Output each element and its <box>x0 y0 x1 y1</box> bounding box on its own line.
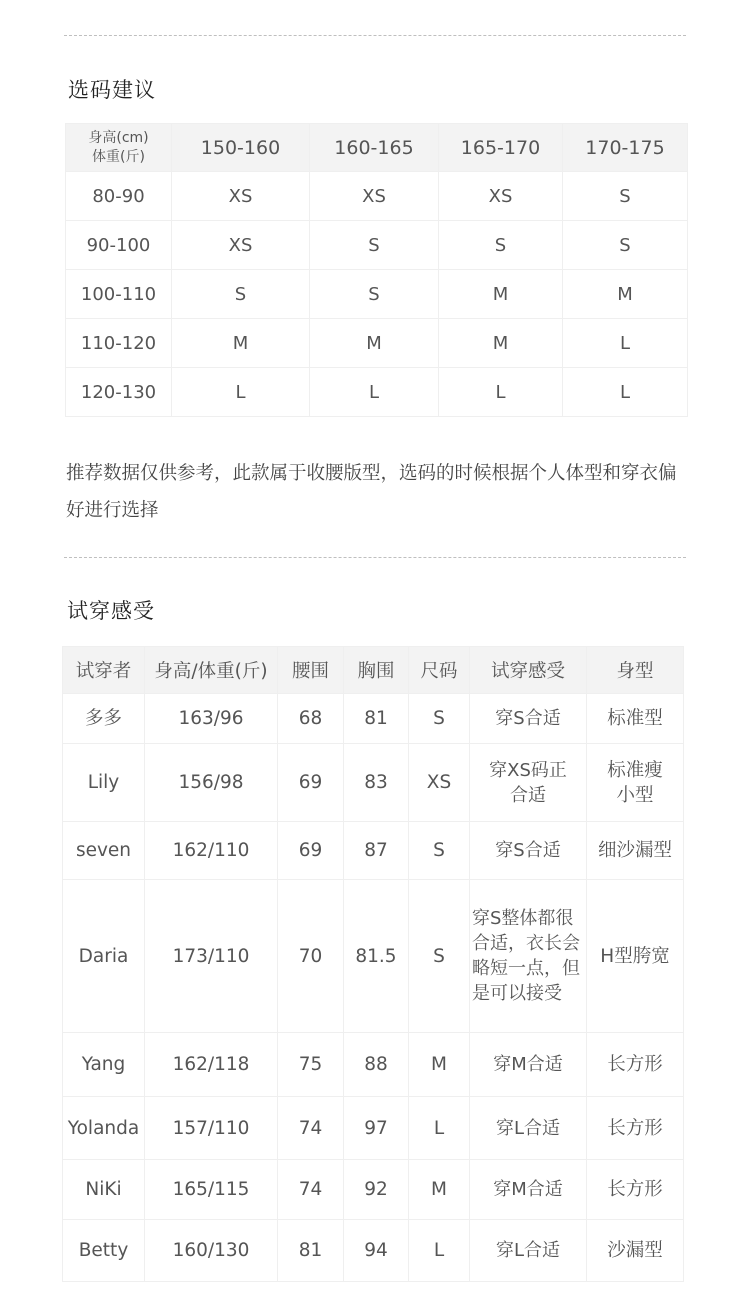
column-header: 试穿者 <box>63 647 145 694</box>
table-row <box>63 744 684 822</box>
body-shape: 标准型 <box>587 694 684 744</box>
table-row <box>66 319 688 368</box>
column-header: 尺码 <box>409 647 470 694</box>
body-shape: 细沙漏型 <box>587 822 684 880</box>
table-row <box>66 221 688 270</box>
size-note: 推荐数据仅供参考，此款属于收腰版型，选码的时候根据个人体型和穿衣偏好进行选择 <box>66 463 677 521</box>
height-weight: 162/110 <box>145 822 278 880</box>
column-header: 试穿感受 <box>470 647 587 694</box>
table-row <box>63 1160 684 1220</box>
size-cell: XS <box>172 172 310 221</box>
waist: 69 <box>278 822 344 880</box>
size-table-corner-header <box>66 124 172 172</box>
table-row <box>66 172 688 221</box>
column-header: 身高/体重(斤) <box>145 647 278 694</box>
body-shape: 长方形 <box>587 1097 684 1160</box>
tester-name: Lily <box>63 744 145 822</box>
weight-range-cell: 100-110 <box>66 270 172 319</box>
size-table-header-row <box>66 124 688 172</box>
size-cell: L <box>310 368 439 417</box>
size-cell: L <box>563 368 688 417</box>
fit-feedback: 穿L合适 <box>470 1220 587 1282</box>
weight-range-cell: 80-90 <box>66 172 172 221</box>
fit-feedback: 穿S合适 <box>470 694 587 744</box>
column-header: 胸围 <box>344 647 409 694</box>
weight-range-cell: 110-120 <box>66 319 172 368</box>
fit-feedback: 穿S合适 <box>470 822 587 880</box>
body-shape: 长方形 <box>587 1033 684 1097</box>
fit-feedback: 穿M合适 <box>470 1033 587 1097</box>
fit-section-title: 试穿感受 <box>67 599 155 623</box>
bust: 83 <box>344 744 409 822</box>
size: S <box>409 880 470 1033</box>
waist: 74 <box>278 1097 344 1160</box>
tester-name: Daria <box>63 880 145 1033</box>
tester-name: Betty <box>63 1220 145 1282</box>
height-weight: 162/118 <box>145 1033 278 1097</box>
height-range-header: 160-165 <box>310 124 439 172</box>
try-on-feedback-table <box>62 646 684 1282</box>
waist: 74 <box>278 1160 344 1220</box>
corner-height-label: 身高(cm) <box>88 129 149 146</box>
weight-range-cell: 120-130 <box>66 368 172 417</box>
waist: 75 <box>278 1033 344 1097</box>
size-cell: M <box>563 270 688 319</box>
size-cell: S <box>310 221 439 270</box>
size-recommendation-table <box>65 123 688 417</box>
tester-name: 多多 <box>63 694 145 744</box>
height-range-header: 150-160 <box>172 124 310 172</box>
table-row <box>66 368 688 417</box>
fit-feedback: 穿S整体都很合适，衣长会略短一点，但是可以接受 <box>470 880 587 1033</box>
height-weight: 165/115 <box>145 1160 278 1220</box>
height-weight: 156/98 <box>145 744 278 822</box>
size-cell: M <box>310 319 439 368</box>
fit-table-header-row <box>63 647 684 694</box>
table-row <box>63 1033 684 1097</box>
column-header: 身型 <box>587 647 684 694</box>
body-shape: 沙漏型 <box>587 1220 684 1282</box>
body-shape: H型胯宽 <box>587 880 684 1033</box>
bust: 88 <box>344 1033 409 1097</box>
size-cell: XS <box>172 221 310 270</box>
corner-weight-label: 体重(斤) <box>92 148 145 165</box>
size: XS <box>409 744 470 822</box>
bust: 81.5 <box>344 880 409 1033</box>
height-weight: 157/110 <box>145 1097 278 1160</box>
size-cell: XS <box>310 172 439 221</box>
top-divider <box>64 35 686 36</box>
size: M <box>409 1033 470 1097</box>
size-cell: M <box>439 270 563 319</box>
table-row <box>63 880 684 1033</box>
height-range-header: 170-175 <box>563 124 688 172</box>
bust: 87 <box>344 822 409 880</box>
size-cell: S <box>172 270 310 319</box>
tester-name: Yolanda <box>63 1097 145 1160</box>
bust: 92 <box>344 1160 409 1220</box>
size-cell: S <box>563 221 688 270</box>
waist: 81 <box>278 1220 344 1282</box>
waist: 68 <box>278 694 344 744</box>
size-section-title: 选码建议 <box>68 78 156 102</box>
size-cell: M <box>172 319 310 368</box>
size-cell: S <box>563 172 688 221</box>
table-row <box>63 1097 684 1160</box>
size-cell: L <box>563 319 688 368</box>
size: L <box>409 1220 470 1282</box>
bust: 94 <box>344 1220 409 1282</box>
size: L <box>409 1097 470 1160</box>
tester-name: seven <box>63 822 145 880</box>
size-cell: XS <box>439 172 563 221</box>
table-row <box>63 694 684 744</box>
height-weight: 160/130 <box>145 1220 278 1282</box>
tester-name: NiKi <box>63 1160 145 1220</box>
height-range-header: 165-170 <box>439 124 563 172</box>
fit-feedback: 穿L合适 <box>470 1097 587 1160</box>
size: M <box>409 1160 470 1220</box>
column-header: 腰围 <box>278 647 344 694</box>
size-cell: L <box>439 368 563 417</box>
middle-divider <box>64 557 686 558</box>
waist: 69 <box>278 744 344 822</box>
table-row <box>66 270 688 319</box>
height-weight: 163/96 <box>145 694 278 744</box>
bust: 81 <box>344 694 409 744</box>
waist: 70 <box>278 880 344 1033</box>
height-weight: 173/110 <box>145 880 278 1033</box>
tester-name: Yang <box>63 1033 145 1097</box>
size: S <box>409 694 470 744</box>
table-row <box>63 822 684 880</box>
fit-feedback: 穿M合适 <box>470 1160 587 1220</box>
size-cell: L <box>172 368 310 417</box>
body-shape: 标准瘦小型 <box>587 744 684 822</box>
size-cell: M <box>439 319 563 368</box>
weight-range-cell: 90-100 <box>66 221 172 270</box>
size: S <box>409 822 470 880</box>
body-shape: 长方形 <box>587 1160 684 1220</box>
size-cell: S <box>310 270 439 319</box>
table-row <box>63 1220 684 1282</box>
size-cell: S <box>439 221 563 270</box>
bust: 97 <box>344 1097 409 1160</box>
fit-feedback: 穿XS码正合适 <box>470 744 587 822</box>
